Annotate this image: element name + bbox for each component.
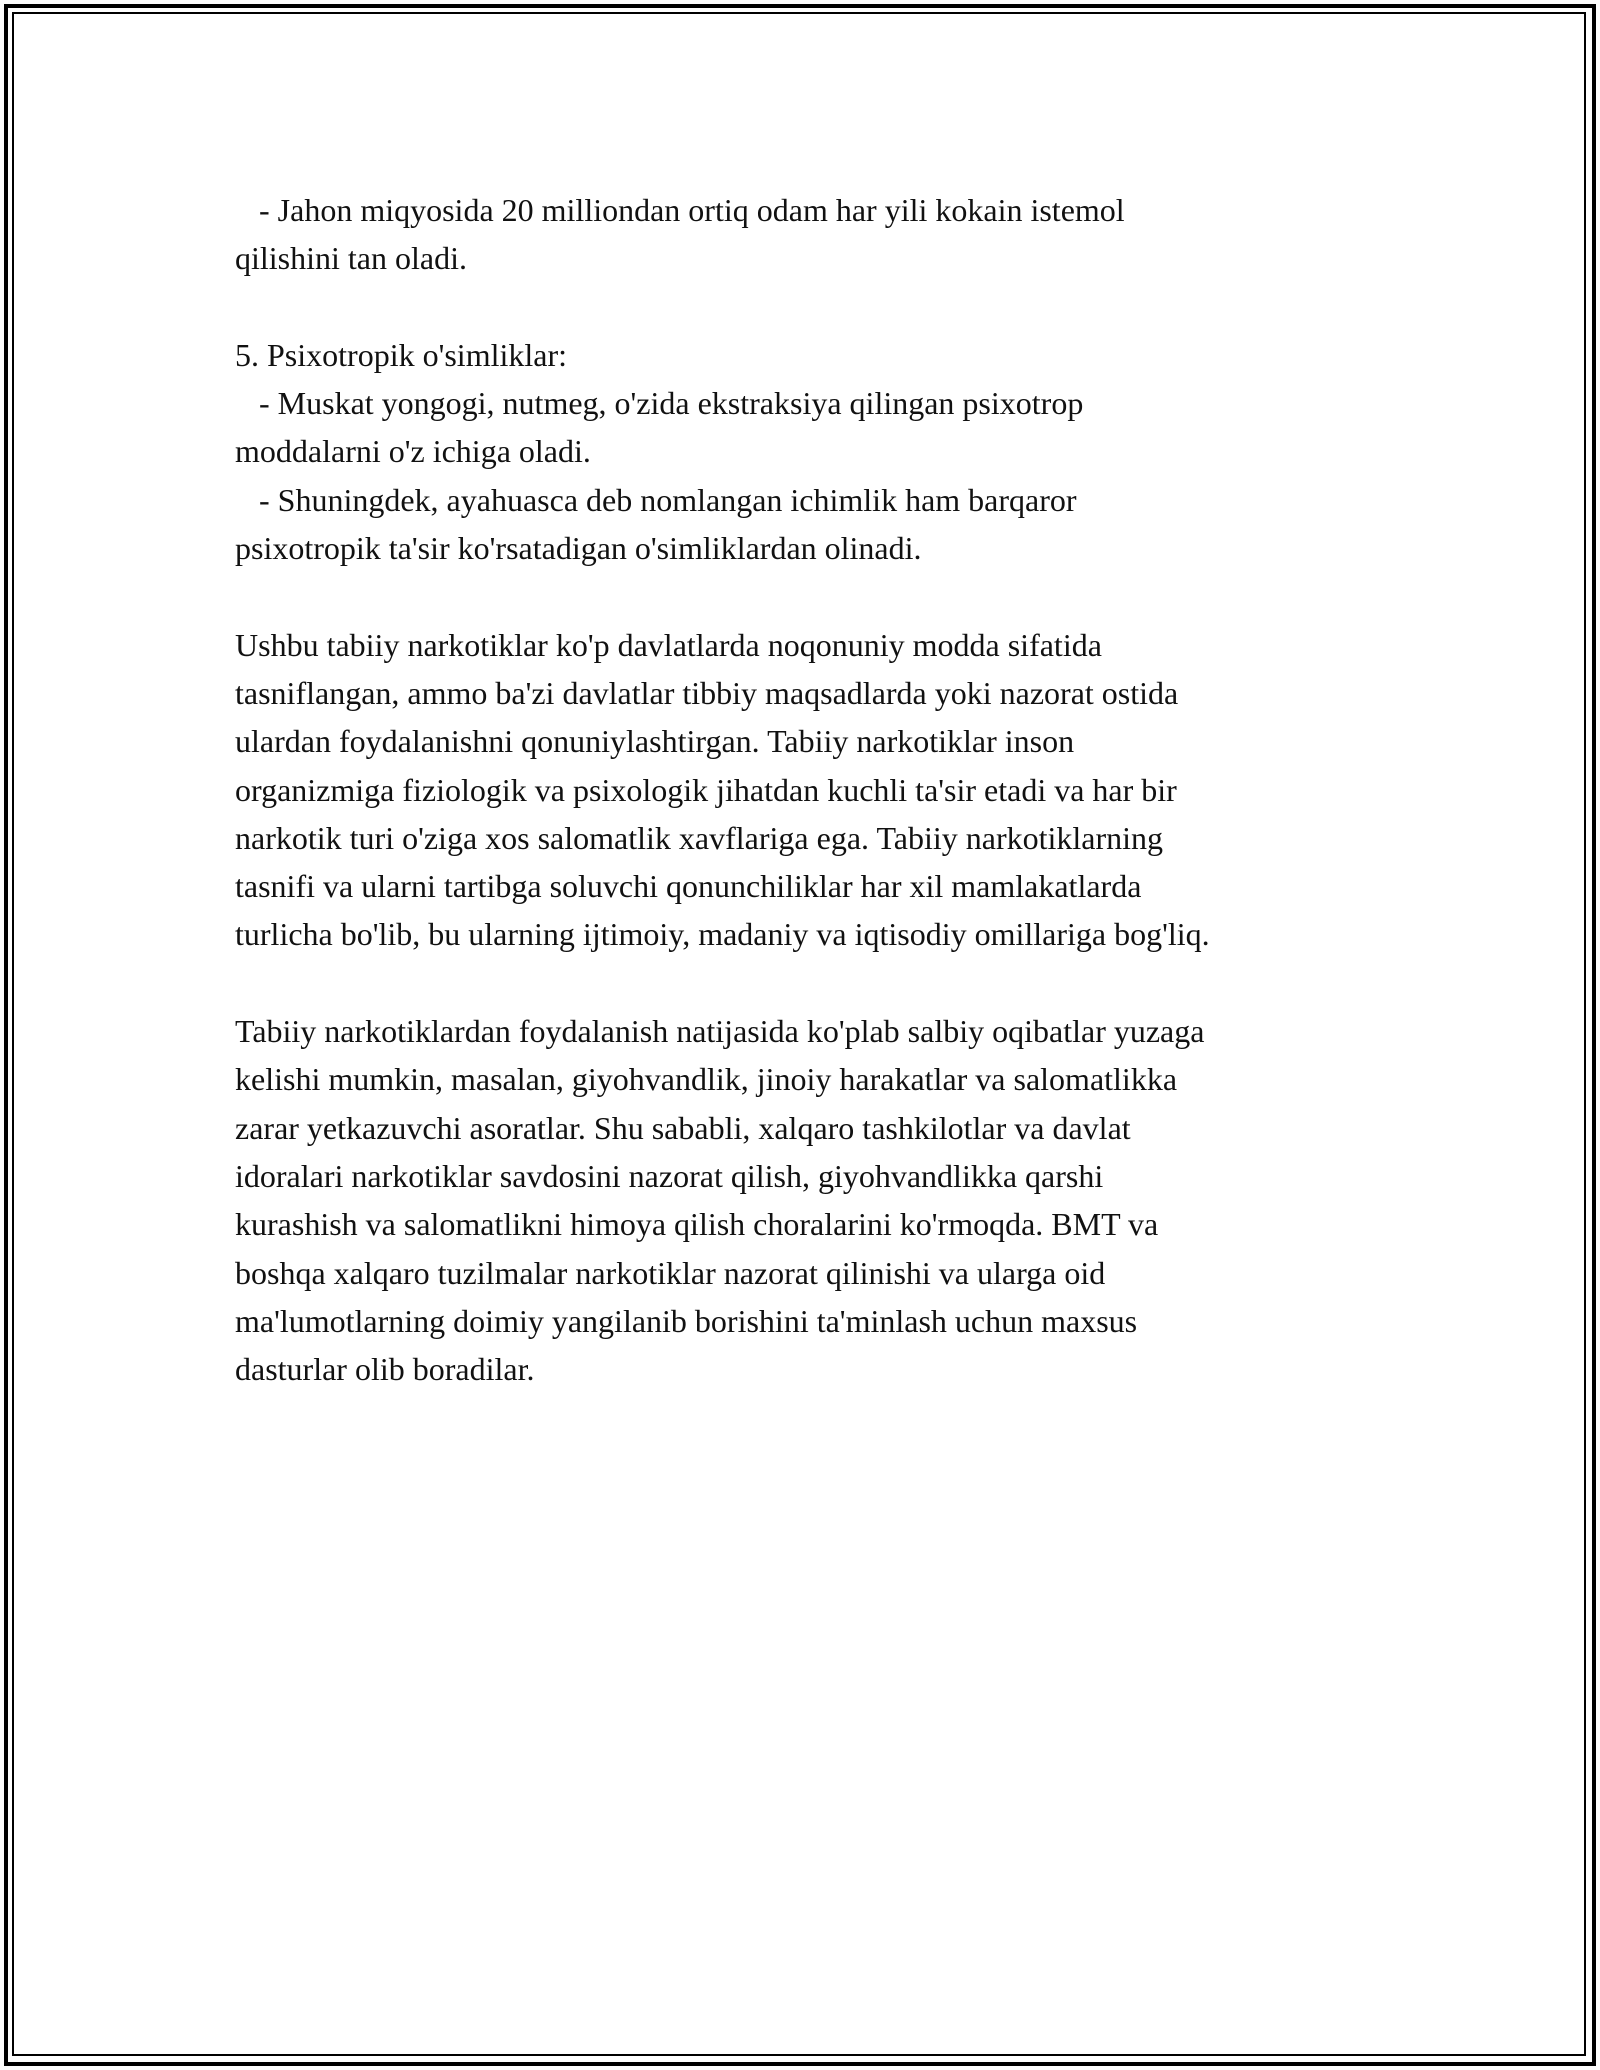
text-line: psixotropik ta'sir ko'rsatadigan o'simliklardan olinadi. bbox=[235, 530, 922, 567]
text-line: tasnifi va ularni tartibga soluvchi qonunchiliklar har xil mamlakatlarda bbox=[235, 868, 1142, 905]
text-line: idoralari narkotiklar savdosini nazorat qilish, giyohvandlikka qarshi bbox=[235, 1157, 1104, 1194]
document-body bbox=[235, 186, 1395, 1393]
text-line: qilishini tan oladi. bbox=[235, 240, 467, 277]
text-line: zarar yetkazuvchi asoratlar. Shu sababli, xalqaro tashkilotlar va davlat bbox=[235, 1109, 1131, 1146]
text-line: - Muskat yongogi, nutmeg, o'zida ekstraksiya qilingan psixotrop bbox=[235, 385, 1084, 422]
paragraph-gap bbox=[235, 572, 1395, 620]
text-line: kurashish va salomatlikni himoya qilish choralarini ko'rmoqda. BMT va bbox=[235, 1206, 1159, 1243]
text-line: narkotik turi o'ziga xos salomatlik xavflariga ega. Tabiiy narkotiklarning bbox=[235, 819, 1164, 856]
text-line: Tabiiy narkotiklardan foydalanish natijasida ko'plab salbiy oqibatlar yuzaga bbox=[235, 1013, 1205, 1050]
text-line: dasturlar olib boradilar. bbox=[235, 1351, 535, 1388]
text-line: organizmiga fiziologik va psixologik jihatdan kuchli ta'sir etadi va har bir bbox=[235, 771, 1177, 808]
text-line: - Jahon miqyosida 20 milliondan ortiq odam har yili kokain istemol bbox=[235, 192, 1125, 228]
text-line: - Shuningdek, ayahuasca deb nomlangan ichimlik ham barqaror bbox=[235, 481, 1077, 518]
text-line: ma'lumotlarning doimiy yangilanib borishini ta'minlash uchun maxsus bbox=[235, 1302, 1138, 1339]
text-line: turlicha bo'lib, bu ularning ijtimoiy, madaniy va iqtisodiy omillariga bog'liq. bbox=[235, 916, 1210, 953]
text-line: moddalarni o'z ichiga oladi. bbox=[235, 433, 591, 470]
text-line: boshqa xalqaro tuzilmalar narkotiklar nazorat qilinishi va ularga oid bbox=[235, 1254, 1106, 1291]
paragraph-gap bbox=[235, 959, 1395, 1007]
text-line: kelishi mumkin, masalan, giyohvandlik, jinoiy harakatlar va salomatlikka bbox=[235, 1061, 1178, 1098]
text-line: tasniflangan, ammo ba'zi davlatlar tibbiy maqsadlarda yoki nazorat ostida bbox=[235, 674, 1179, 711]
section-heading: 5. Psixotropik o'simliklar: bbox=[235, 336, 567, 373]
text-line: ulardan foydalanishni qonuniylashtirgan. Tabiiy narkotiklar inson bbox=[235, 723, 1075, 760]
paragraph-gap bbox=[235, 283, 1395, 331]
text-line: Ushbu tabiiy narkotiklar ko'p davlatlarda noqonuniy modda sifatida bbox=[235, 626, 1102, 663]
